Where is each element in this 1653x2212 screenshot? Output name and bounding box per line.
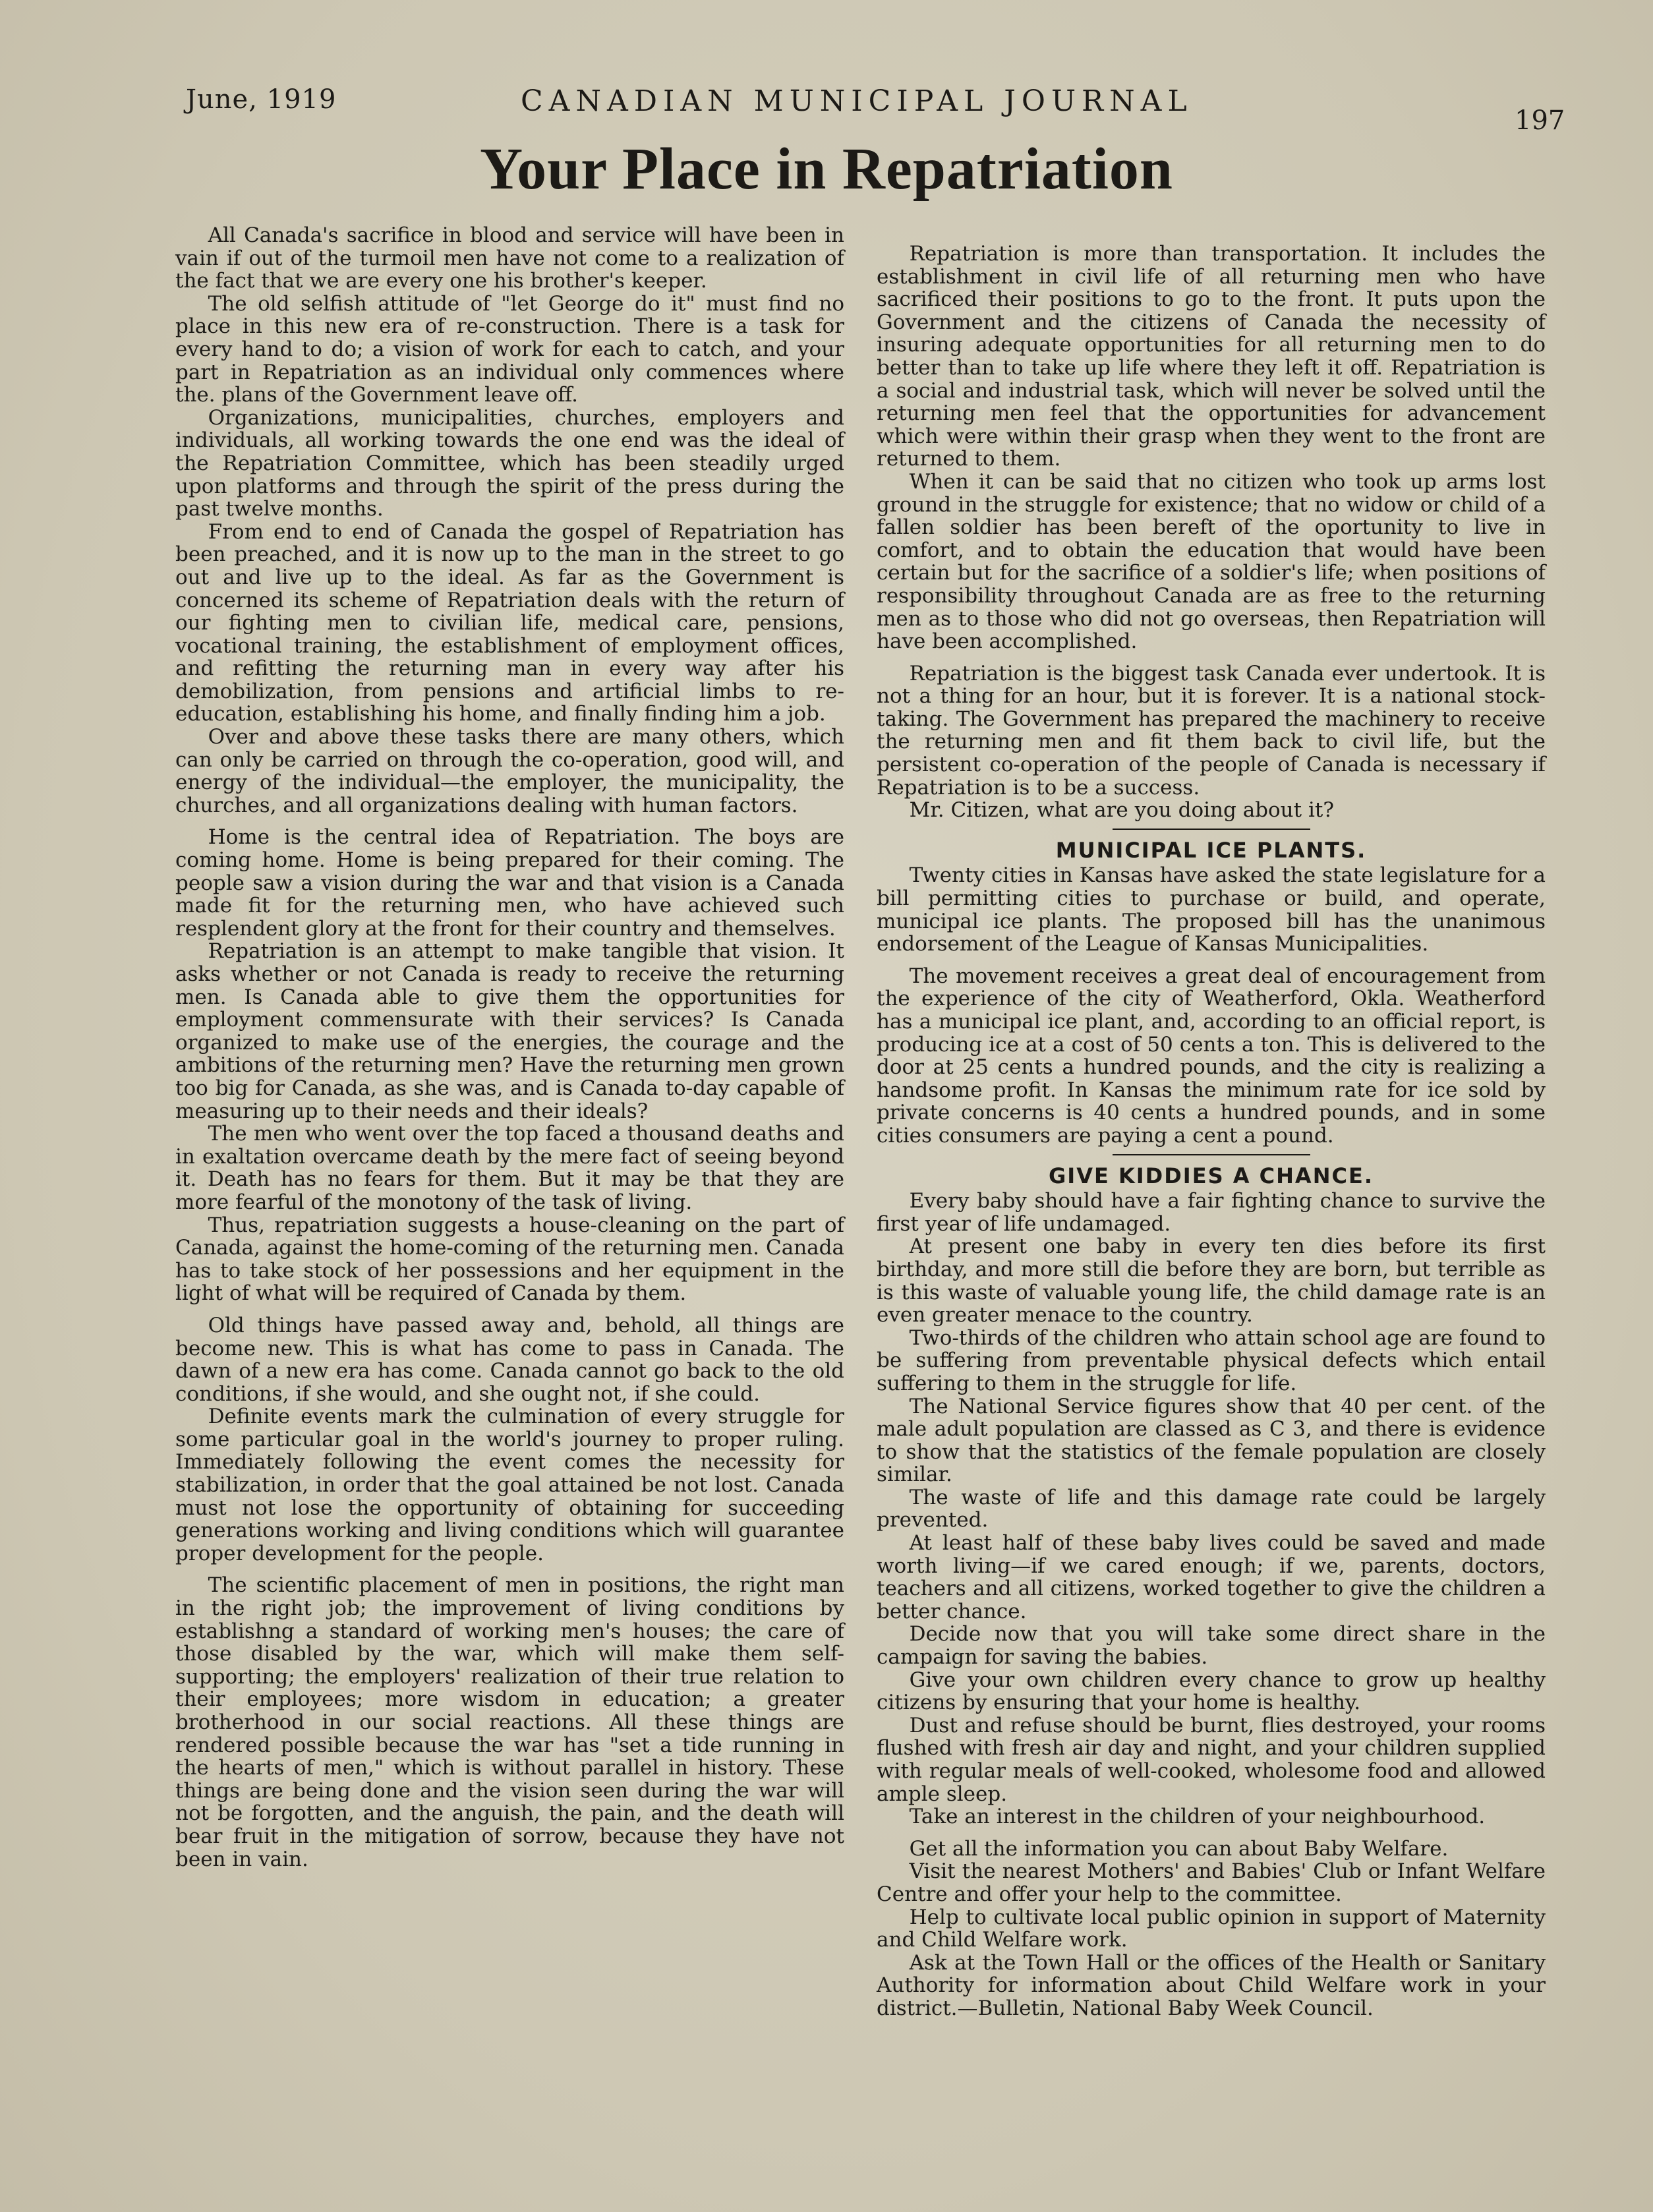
article-paragraph: All Canada's sacrifice in blood and service will have been in vain if out of the turmoil men have not come to a realization of the fact that we are every one his brother's keeper. — [175, 223, 844, 293]
article-paragraph: When it can be said that no citizen who took up arms lost ground in the struggle for existence; that no widow or child of a fallen soldier has been bereft of the oportunity to live in comfort, and to obtain the education that would have been certain but for the sacrifice of a soldier's life; when positions of responsibility throughout Canada are as free to the returning men as to those who did not go overseas, then Repatriation will have been accomplished. — [877, 469, 1546, 654]
article-paragraph: Old things have passed away and, behold, all things are become new. This is what has come to pass in Canada. The dawn of a new era has come. Canada cannot go back to the old conditions, if she would, and she ought not, if she could. — [175, 1313, 844, 1406]
section-paragraph: Get all the information you can about Baby Welfare. — [909, 1836, 1449, 1861]
article-paragraph: Definite events mark the culmination of every struggle for some particular goal in the world's journey to proper ruling. Immediately following the event comes the necessity for stabilization, in order that the goal attained be not lost. Canada must not lose the opportunity of obtaining for succeeding generations working and living conditions which will guarantee proper development for the people. — [175, 1405, 844, 1565]
section-title-ice-plants: MUNICIPAL ICE PLANTS. — [1055, 837, 1367, 863]
section-divider — [1113, 829, 1310, 830]
article-paragraph: Over and above these tasks there are many others, which can only be carried on through the co-operation, good will, and energy of the individual—the employer, the municipality, the churches, and all organizations dealing with human factors. — [175, 725, 844, 817]
article-paragraph: Thus, repatriation suggests a house-cleaning on the part of Canada, against the home-coming of the returning men. Canada has to take stock of her possessions and her equipment in the light of what will be required of Canada by them. — [175, 1213, 844, 1306]
section-paragraph: Every baby should have a fair fighting chance to survive the first year of life undamaged. — [877, 1189, 1546, 1236]
section-paragraph: The National Service figures show that 40 per cent. of the male adult population are classed as C 3, and there is evidence to show that the statistics of the female population are closely similar. — [877, 1394, 1546, 1487]
article-title: Your Place in Repatriation — [480, 136, 1173, 202]
section-paragraph: Decide now that you will take some direct share in the campaign for saving the babies. — [877, 1622, 1546, 1670]
article-paragraph: The old selfish attitude of "let George do it" must find no place in this new era of re-construction. There is a task for every hand to do; a vision of work for each to catch, and your part in Repatriation as an individual only commences where the. plans of the Government leave off. — [175, 291, 844, 407]
section-paragraph: The waste of life and this damage rate could be largely prevented. — [877, 1485, 1546, 1532]
section-title-kiddies: GIVE KIDDIES A CHANCE. — [1049, 1163, 1374, 1188]
section-paragraph: Ask at the Town Hall or the offices of the Health or Sanitary Authority for information about Child Welfare work in your district.—Bulletin, National Baby Week Council. — [877, 1950, 1546, 2020]
section-paragraph: Help to cultivate local public opinion in support of Maternity and Child Welfare work. — [877, 1905, 1546, 1952]
section-divider — [1113, 1154, 1310, 1155]
section-paragraph: Take an interest in the children of your neighbourhood. — [909, 1805, 1486, 1829]
section-paragraph: At least half of these baby lives could be saved and made worth living—if we cared enough; if we, parents, doctors, teachers and all citizens, worked together to give the children a better chance. — [877, 1531, 1546, 1623]
section-paragraph: Give your own children every chance to grow up healthy citizens by ensuring that your home is healthy. — [877, 1668, 1546, 1715]
section-paragraph: The movement receives a great deal of encouragement from the experience of the city of Weatherford, Okla. Weatherford has a municipal ice plant, and, according to an official report, is producing ice at a cost of 50 cents a ton. This is delivered to the door at 25 cents a hundred pounds, and the city is realizing a handsome profit. In Kansas the minimum rate for ice sold by private concerns is 40 cents a hundred pounds, and in some cities consumers are paying a cent a pound. — [877, 964, 1546, 1148]
article-paragraph: Repatriation is more than transportation. It includes the establishment in civil life of all returning men who have sacrificed their positions to go to the front. It puts upon the Government and the citizens of Canada the necessity of insuring adequate opportunities for all returning men to do better than to take up life where they left it off. Repatriation is a social and industrial task, which will never be solved until the returning men feel that the opportunities for advancement which were within their grasp when they went to the front are returned to them. — [877, 242, 1546, 471]
article-paragraph: The scientific placement of men in positions, the right man in the right job; the improvement of living conditions by establishng a standard of working men's houses; the care of those disabled by the war, which will make them self-supporting; the employers' realization of their true relation to their employees; more wisdom in education; a greater brotherhood in our social reactions. All these things are rendered possible because the war has "set a tide running in the hearts of men," which is without parallel in history. These things are being done and the vision seen during the war will not be forgotten, and the anguish, the pain, and the death will bear fruit in the mitigation of sorrow, because they have not been in vain. — [175, 1573, 844, 1871]
section-paragraph: Two-thirds of the children who attain school age are found to be suffering from preventable physical defects which entail suffering to them in the struggle for life. — [877, 1325, 1546, 1395]
page-number: 197 — [1515, 105, 1565, 136]
article-paragraph: Home is the central idea of Repatriation. The boys are coming home. Home is being prepared for their coming. The people saw a vision during the war and that vision is a Canada made fit for the returning men, who have achieved such resplendent glory at the front for their country and themselves. — [175, 825, 844, 941]
article-paragraph: Repatriation is the biggest task Canada ever undertook. It is not a thing for an hour, but it is forever. It is a national stock-taking. The Government has prepared the machinery to receive the returning men and fit them back to civil life, but the persistent co-operation of the people of Canada is necessary if Repatriation is to be a success. — [877, 661, 1546, 800]
right-column — [877, 243, 1546, 2020]
section-paragraph: Dust and refuse should be burnt, flies destroyed, your rooms flushed with fresh air day and night, and your children supplied with regular meals of well-cooked, wholesome food and allowed ample sleep. — [877, 1713, 1546, 1806]
article-paragraph: Mr. Citizen, what are you doing about it? — [909, 798, 1334, 823]
section-paragraph: Visit the nearest Mothers' and Babies' Club or Infant Welfare Centre and offer your help to the committee. — [877, 1859, 1546, 1906]
section-paragraph: At present one baby in every ten dies before its first birthday, and more still die before they are born, but terrible as is this waste of valuable young life, the child damage rate is an even greater menace to the country. — [877, 1235, 1546, 1327]
issue-date: June, 1919 — [186, 84, 337, 115]
left-column — [175, 224, 844, 1871]
article-paragraph: Repatriation is an attempt to make tangible that vision. It asks whether or not Canada is ready to receive the returning men. Is Canada able to give them the opportunities for employment commensurate with their services? Is Canada organized to make use of the energies, the courage and the ambitions of the returning men? Have the returning men grown too big for Canada, as she was, and is Canada to-day capable of measuring up to their needs and their ideals? — [175, 939, 844, 1123]
article-paragraph: Organizations, municipalities, churches, employers and individuals, all working towards the one end was the ideal of the Repatriation Committee, which has been steadily urged upon platforms and through the spirit of the press during the past twelve months. — [175, 405, 844, 521]
article-paragraph: The men who went over the top faced a thousand deaths and in exaltation overcame death by the mere fact of seeing beyond it. Death has no fears for them. But it may be that they are more fearful of the monotony of the task of living. — [175, 1122, 844, 1214]
journal-name: CANADIAN MUNICIPAL JOURNAL — [521, 84, 1193, 118]
article-paragraph: From end to end of Canada the gospel of Repatriation has been preached, and it is now up to the man in the street to go out and live up to the ideal. As far as the Government is concerned its scheme of Repatriation deals with the return of our fighting men to civilian life, medical care, pensions, vocational training, the establishment of employment offices, and refitting the returning man in every way after his demobilization, from pensions and artificial limbs to re-education, establishing his home, and finally finding him a job. — [175, 519, 844, 726]
section-paragraph: Twenty cities in Kansas have asked the state legislature for a bill permitting cities to purchase or build, and operate, municipal ice plants. The proposed bill has the unanimous endorsement of the League of Kansas Municipalities. — [877, 863, 1546, 956]
